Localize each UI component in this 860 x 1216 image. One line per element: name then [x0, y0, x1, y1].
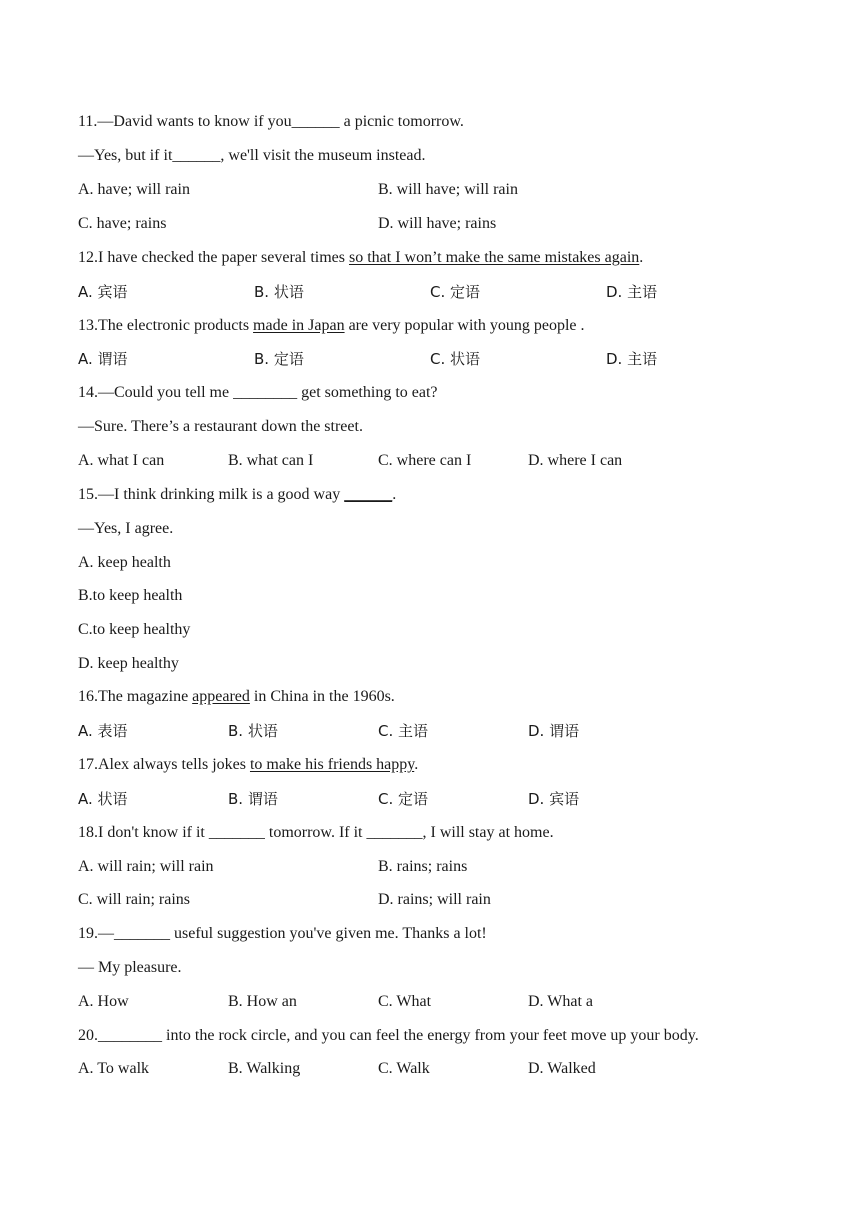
option-c: C. What [378, 993, 432, 1010]
option-d: D. 主语 [606, 283, 658, 301]
option-c: C. Walk [378, 1060, 430, 1077]
option-a: A. How [78, 993, 129, 1010]
option-b: B. 定语 [254, 350, 304, 368]
option-c: C.to keep healthy [78, 621, 191, 638]
option-b: B. what can I [228, 452, 314, 469]
option-d: D. Walked [528, 1060, 596, 1077]
question-11-reply: —Yes, but if it______, we'll visit the museum instead. [78, 147, 426, 164]
question-16-stem [78, 686, 395, 708]
question-15-stem [78, 484, 396, 506]
question-text: 17.Alex always tells jokes [78, 756, 250, 773]
question-text-end: in China in the 1960s. [249, 688, 395, 705]
option-b: B. Walking [228, 1060, 301, 1077]
question-text: 16.The magazine [78, 688, 193, 705]
option-a: A. have; will rain [78, 181, 190, 198]
underlined-blank: ______ [344, 486, 393, 503]
question-18-stem [78, 822, 554, 844]
option-a: A. 宾语 [78, 283, 128, 301]
question-15-reply: —Yes, I agree. [78, 520, 174, 537]
underlined-phrase: made in Japan [253, 317, 345, 334]
option-b: B. How an [228, 993, 297, 1010]
option-a: A. 状语 [78, 790, 128, 808]
option-b: B. 状语 [228, 722, 278, 740]
option-c: C. 定语 [378, 790, 429, 808]
option-c: C. where can I [378, 452, 472, 469]
question-11-stem [78, 111, 464, 133]
question-text: 12.I have checked the paper several times [78, 249, 349, 266]
option-c: C. will rain; rains [78, 891, 190, 908]
option-a: A. To walk [78, 1060, 150, 1077]
question-text-end: . [414, 756, 419, 773]
option-d: D. 谓语 [528, 722, 580, 740]
question-12-stem [78, 247, 643, 269]
question-text: 18.I don't know if it _______ tomorrow. If it _______, I will stay at home. [78, 824, 554, 841]
question-13-stem [78, 315, 585, 337]
option-a: A. what I can [78, 452, 165, 469]
question-text-end: . [392, 486, 397, 503]
option-b: B. rains; rains [378, 858, 468, 875]
question-text: 19.—_______ useful suggestion you've given me. Thanks a lot! [78, 925, 487, 942]
question-text: 13.The electronic products [78, 317, 254, 334]
option-a: A. 表语 [78, 722, 128, 740]
question-text-end: . [639, 249, 644, 266]
question-14-reply: —Sure. There’s a restaurant down the street. [78, 418, 363, 435]
option-d: D. 主语 [606, 350, 658, 368]
option-c: C. 状语 [430, 350, 481, 368]
question-text-end: are very popular with young people . [344, 317, 585, 334]
option-b: B.to keep health [78, 587, 183, 604]
question-14-stem [78, 382, 438, 404]
option-b: B. will have; will rain [378, 181, 518, 198]
question-19-stem [78, 923, 487, 945]
option-b: B. 状语 [254, 283, 304, 301]
question-text: 15.—I think drinking milk is a good way [78, 486, 345, 503]
question-20-stem [78, 1025, 699, 1047]
option-c: C. 定语 [430, 283, 481, 301]
option-d: D. keep healthy [78, 655, 179, 672]
question-text: 11.—David wants to know if you______ a picnic tomorrow. [78, 113, 464, 130]
underlined-phrase: appeared [192, 688, 250, 705]
option-c: C. 主语 [378, 722, 429, 740]
option-d: D. 宾语 [528, 790, 580, 808]
option-b: B. 谓语 [228, 790, 278, 808]
question-text: 20.________ into the rock circle, and you can feel the energy from your feet move up your body. [78, 1027, 699, 1044]
option-d: D. rains; will rain [378, 891, 491, 908]
option-a: A. will rain; will rain [78, 858, 214, 875]
option-c: C. have; rains [78, 215, 167, 232]
underlined-phrase: to make his friends happy [249, 756, 415, 773]
question-17-stem [78, 754, 418, 776]
question-19-reply: — My pleasure. [78, 959, 182, 976]
question-text: 14.—Could you tell me ________ get something to eat? [78, 384, 438, 401]
option-d: D. What a [528, 993, 594, 1010]
option-a: A. keep health [78, 554, 171, 571]
option-a: A. 谓语 [78, 350, 128, 368]
option-d: D. where I can [528, 452, 623, 469]
underlined-phrase: so that I won’t make the same mistakes again [348, 249, 640, 266]
option-d: D. will have; rains [378, 215, 497, 232]
